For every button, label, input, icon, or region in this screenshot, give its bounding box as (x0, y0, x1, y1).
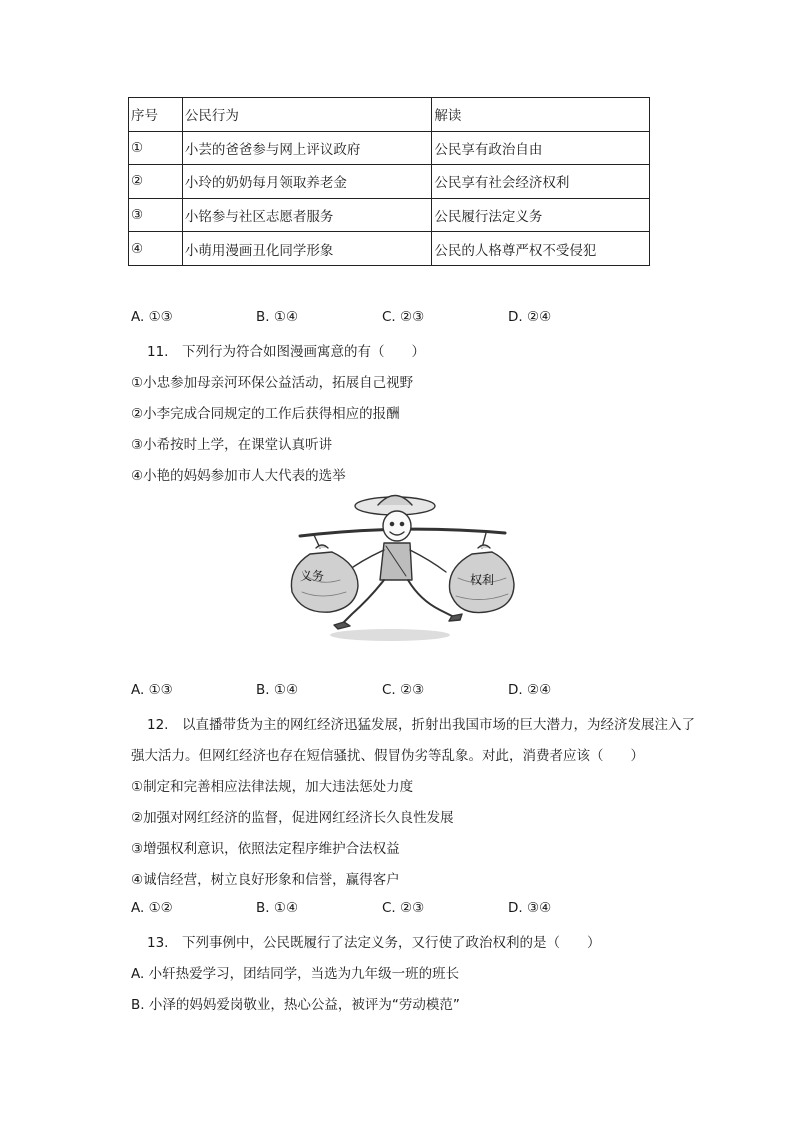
option-c[interactable]: C. ②③ (382, 900, 425, 916)
option-b[interactable]: B. 小泽的妈妈爱岗敬业，热心公益，被评为“劳动模范” (131, 997, 460, 1013)
option-c[interactable]: C. ②③ (382, 309, 425, 325)
table-row (129, 232, 650, 266)
q12-stem-line1: 12. 以直播带货为主的网红经济迅猛发展，折射出我国市场的巨大潜力，为经济发展注入了 (147, 717, 695, 733)
option-a[interactable]: A. 小轩热爱学习，团结同学，当选为九年级一班的班长 (131, 966, 460, 982)
q11-item: ②小李完成合同规定的工作后获得相应的报酬 (131, 406, 400, 422)
table-header-cell: 解读 (432, 98, 650, 132)
table-cell: 公民享有政治自由 (432, 131, 650, 165)
option-b[interactable]: B. ①④ (256, 682, 299, 698)
q12-options (131, 900, 591, 920)
table-cell: ④ (129, 232, 183, 266)
option-a[interactable]: A. ①② (131, 900, 173, 916)
table-cell: 小铭参与社区志愿者服务 (182, 198, 432, 232)
q11-item: ③小希按时上学，在课堂认真听讲 (131, 437, 333, 453)
table-cell: ① (129, 131, 183, 165)
table-cell: 小芸的爸爸参与网上评议政府 (182, 131, 432, 165)
right-bag-label: 权利 (470, 573, 495, 587)
table-cell: 公民的人格尊严权不受侵犯 (432, 232, 650, 266)
left-bag-label: 义务 (300, 569, 325, 583)
option-b[interactable]: B. ①④ (256, 309, 299, 325)
q12-item: ①制定和完善相应法律法规，加大违法惩处力度 (131, 779, 414, 795)
table-cell: 小萌用漫画丑化同学形象 (182, 232, 432, 266)
q13-stem: 13. 下列事例中，公民既履行了法定义务，又行使了政治权利的是（ ） (147, 935, 601, 951)
q12-item: ③增强权利意识，依照法定程序维护合法权益 (131, 841, 400, 857)
behavior-table (128, 97, 650, 266)
table-cell: ② (129, 165, 183, 199)
table-row (129, 131, 650, 165)
option-a[interactable]: A. ①③ (131, 682, 173, 698)
q11-options (131, 682, 591, 702)
table-cell: 公民享有社会经济权利 (432, 165, 650, 199)
table-header-cell: 序号 (129, 98, 183, 132)
option-d[interactable]: D. ②④ (508, 309, 552, 325)
table-row (129, 165, 650, 199)
option-b[interactable]: B. ①④ (256, 900, 299, 916)
q12-stem-line2: 强大活力。但网红经济也存在短信骚扰、假冒伪劣等乱象。对此，消费者应该（ ） (131, 748, 644, 764)
table-cell: ③ (129, 198, 183, 232)
table-cell: 小玲的奶奶每月领取养老金 (182, 165, 432, 199)
q12-item: ④诚信经营，树立良好形象和信誉，赢得客户 (131, 872, 400, 888)
q11-item: ①小忠参加母亲河环保公益活动，拓展自己视野 (131, 375, 414, 391)
option-d[interactable]: D. ②④ (508, 682, 552, 698)
option-d[interactable]: D. ③④ (508, 900, 552, 916)
table-header-cell: 公民行为 (182, 98, 432, 132)
option-c[interactable]: C. ②③ (382, 682, 425, 698)
q11-stem: 11. 下列行为符合如图漫画寓意的有（ ） (147, 344, 425, 360)
q11-item: ④小艳的妈妈参加市人大代表的选举 (131, 468, 346, 484)
table-row (129, 198, 650, 232)
option-a[interactable]: A. ①③ (131, 309, 173, 325)
q12-item: ②加强对网红经济的监督，促进网红经济长久良性发展 (131, 810, 454, 826)
q10-options (131, 309, 591, 329)
cartoon-illustration (280, 488, 525, 648)
table-cell: 公民履行法定义务 (432, 198, 650, 232)
table-header-row (129, 98, 650, 132)
